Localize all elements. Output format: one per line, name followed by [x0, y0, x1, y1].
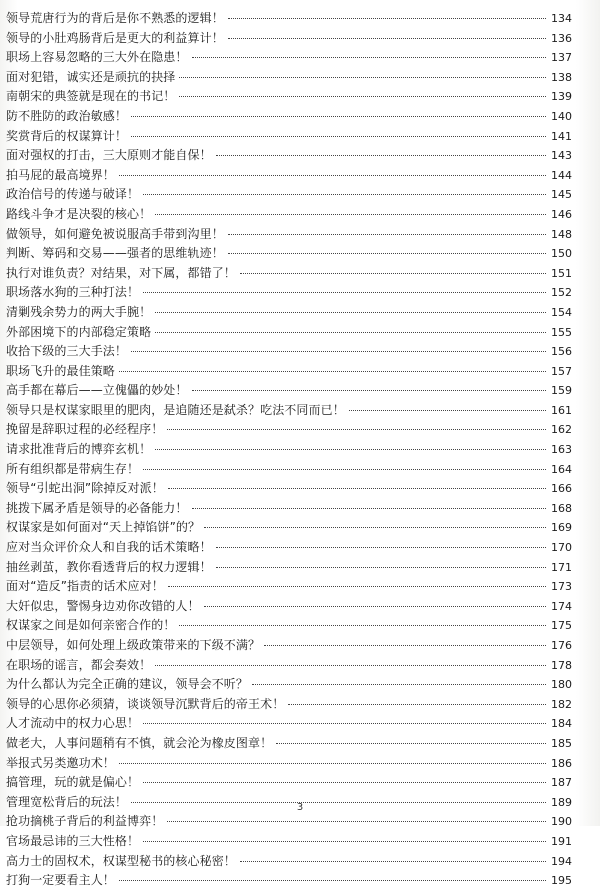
toc-entry-page: 175	[551, 619, 572, 633]
toc-dot-leader	[143, 723, 546, 724]
toc-dot-leader	[252, 684, 546, 685]
toc-entry	[6, 48, 572, 68]
toc-entry	[6, 773, 572, 793]
toc-entry-page: 194	[551, 854, 572, 868]
toc-entry-title: 权谋家是如何面对“天上掉馅饼”的？	[6, 520, 201, 535]
toc-dot-leader	[131, 116, 546, 117]
toc-entry-title: 职场落水狗的三种打法！	[6, 285, 140, 300]
toc-entry-title: 奖赏背后的权谋算计！	[6, 128, 128, 143]
toc-entry-title: 举报式另类邀功术！	[6, 755, 115, 770]
toc-entry-page: 140	[551, 109, 572, 123]
toc-entry-page: 155	[551, 325, 572, 339]
toc-dot-leader	[143, 292, 546, 293]
toc-entry-title: 请求批准背后的博弈玄机！	[6, 442, 152, 457]
toc-dot-leader	[240, 273, 546, 274]
toc-entry-title: 人才流动中的权力心思！	[6, 716, 140, 731]
toc-dot-leader	[216, 567, 546, 568]
toc-entry-title: 面对“造反”指责的话术应对！	[6, 579, 164, 594]
toc-entry-page: 170	[551, 541, 572, 555]
toc-entry-page: 187	[551, 776, 572, 790]
toc-entry	[6, 185, 572, 205]
toc-dot-leader	[179, 96, 546, 97]
toc-entry-title: 判断、筹码和交易——强者的思维轨迹！	[6, 246, 224, 261]
toc-entry-page: 143	[551, 149, 572, 163]
toc-entry-title: 管理宽松背后的玩法！	[6, 794, 128, 809]
toc-dot-leader	[204, 527, 546, 528]
toc-entry-title: 职场上容易忽略的三大外在隐患！	[6, 50, 188, 65]
toc-dot-leader	[216, 155, 546, 156]
page-number: 3	[296, 802, 304, 813]
toc-entry-title: 打狗一定要看主人！	[6, 873, 115, 888]
toc-entry	[6, 381, 572, 401]
toc-dot-leader	[168, 488, 546, 489]
toc-entry-title: 职场飞升的最佳策略	[6, 363, 115, 378]
toc-entry-page: 164	[551, 462, 572, 476]
toc-entry-title: 领导只是权谋家眼里的肥肉，是追随还是弑杀？吃法不同而已！	[6, 402, 345, 417]
toc-entry-page: 159	[551, 384, 572, 398]
toc-entry	[6, 420, 572, 440]
toc-entry-page: 161	[551, 403, 572, 417]
toc-entry	[6, 499, 572, 519]
toc-entry	[6, 166, 572, 186]
toc-dot-leader	[192, 508, 546, 509]
toc-entry	[6, 29, 572, 49]
toc-dot-leader	[155, 449, 546, 450]
toc-entry-page: 134	[551, 12, 572, 25]
toc-entry	[6, 714, 572, 734]
toc-entry-title: 面对犯错，诚实还是顽抗的抉择	[6, 69, 176, 84]
toc-entry-title: 清剿残余势力的两大手腕！	[6, 304, 152, 319]
toc-entry-title: 挑拨下属矛盾是领导的必备能力！	[6, 500, 188, 515]
table-of-contents	[6, 9, 572, 891]
toc-entry-page: 152	[551, 286, 572, 300]
toc-entry	[6, 538, 572, 558]
toc-entry	[6, 342, 572, 362]
toc-dot-leader	[167, 821, 546, 822]
toc-entry-page: 189	[551, 795, 572, 809]
toc-dot-leader	[228, 234, 546, 235]
toc-entry-title: 南朝宋的典签就是现在的书记！	[6, 89, 176, 104]
toc-entry	[6, 518, 572, 538]
toc-entry-title: 抢功摘桃子背后的利益博弈！	[6, 814, 164, 829]
toc-entry-title: 外部困境下的内部稳定策略	[6, 324, 152, 339]
toc-entry	[6, 205, 572, 225]
toc-entry-page: 150	[551, 247, 572, 261]
toc-entry	[6, 323, 572, 343]
toc-dot-leader	[192, 57, 546, 58]
toc-entry	[6, 283, 572, 303]
toc-entry-title: 权谋家之间是如何亲密合作的！	[6, 618, 176, 633]
toc-entry-page: 136	[551, 31, 572, 45]
toc-entry	[6, 9, 572, 29]
toc-dot-leader	[119, 175, 546, 176]
toc-entry-page: 178	[551, 658, 572, 672]
toc-entry-page: 185	[551, 736, 572, 750]
toc-entry-title: 抽丝剥茧，教你看透背后的权力逻辑！	[6, 559, 212, 574]
toc-entry-page: 138	[551, 70, 572, 84]
toc-dot-leader	[228, 38, 546, 39]
toc-entry-page: 171	[551, 560, 572, 574]
toc-dot-leader	[155, 665, 546, 666]
toc-entry-title: 领导荒唐行为的背后是你不熟悉的逻辑！	[6, 11, 224, 25]
toc-dot-leader	[143, 469, 546, 470]
toc-entry-title: 为什么都认为完全正确的建议，领导会不听？	[6, 677, 249, 692]
toc-entry-page: 191	[551, 834, 572, 848]
toc-entry-page: 195	[551, 874, 572, 888]
toc-entry-title: 所有组织都是带病生存！	[6, 461, 140, 476]
toc-entry-title: 在职场的谣言，都会奏效！	[6, 657, 152, 672]
toc-entry-page: 145	[551, 188, 572, 202]
toc-entry	[6, 107, 572, 127]
toc-dot-leader	[119, 371, 546, 372]
toc-entry	[6, 616, 572, 636]
toc-entry-title: 挽留是辞职过程的必经程序！	[6, 422, 164, 437]
toc-dot-leader	[131, 351, 546, 352]
toc-dot-leader	[192, 390, 546, 391]
toc-entry	[6, 636, 572, 656]
toc-entry-page: 154	[551, 305, 572, 319]
toc-entry-page: 169	[551, 521, 572, 535]
toc-entry	[6, 871, 572, 891]
toc-entry-title: 拍马屁的最高境界！	[6, 167, 115, 182]
toc-entry-title: 路线斗争才是决裂的核心！	[6, 206, 152, 221]
toc-dot-leader	[131, 136, 546, 137]
toc-entry-page: 173	[551, 580, 572, 594]
toc-entry	[6, 127, 572, 147]
toc-entry	[6, 754, 572, 774]
toc-entry-page: 176	[551, 639, 572, 652]
toc-entry-title: 防不胜防的政治敏感！	[6, 108, 128, 123]
toc-dot-leader	[119, 763, 546, 764]
toc-entry-title: 面对强权的打击，三大原则才能自保！	[6, 148, 212, 163]
toc-entry-page: 162	[551, 423, 572, 437]
toc-entry	[6, 479, 572, 499]
toc-dot-leader	[155, 214, 546, 215]
toc-dot-leader	[143, 194, 546, 195]
toc-entry-page: 182	[551, 697, 572, 711]
toc-dot-leader	[228, 253, 546, 254]
toc-entry	[6, 577, 572, 597]
toc-dot-leader	[179, 625, 546, 626]
toc-entry-title: 政治信号的传递与破译！	[6, 187, 140, 202]
toc-entry-page: 190	[551, 815, 572, 829]
toc-dot-leader	[276, 743, 546, 744]
toc-dot-leader	[155, 312, 546, 313]
toc-dot-leader	[228, 18, 546, 19]
toc-entry-page: 157	[551, 364, 572, 378]
toc-dot-leader	[179, 77, 546, 78]
toc-entry-title: 搞管理，玩的就是偏心！	[6, 775, 140, 790]
toc-entry-page: 184	[551, 717, 572, 731]
toc-entry-title: 中层领导，如何处理上级政策带来的下级不满？	[6, 638, 261, 652]
toc-entry-title: 收拾下级的三大手法！	[6, 344, 128, 359]
toc-entry-page: 156	[551, 345, 572, 359]
toc-entry	[6, 146, 572, 166]
toc-dot-leader	[143, 841, 546, 842]
toc-entry	[6, 264, 572, 284]
toc-dot-leader	[155, 332, 546, 333]
toc-entry	[6, 460, 572, 480]
toc-entry	[6, 812, 572, 832]
toc-entry-title: 高力士的固权术，权谋型秘书的核心秘密！	[6, 853, 236, 868]
toc-entry	[6, 675, 572, 695]
toc-entry-page: 137	[551, 51, 572, 65]
toc-entry	[6, 225, 572, 245]
toc-entry-page: 148	[551, 227, 572, 241]
toc-entry	[6, 734, 572, 754]
toc-dot-leader	[204, 606, 546, 607]
toc-entry-title: 做领导，如何避免被说服高手带到沟里！	[6, 226, 224, 241]
toc-entry-title: 官场最忌讳的三大性格！	[6, 833, 140, 848]
toc-entry-page: 168	[551, 501, 572, 515]
toc-entry	[6, 68, 572, 88]
toc-entry	[6, 852, 572, 872]
toc-entry	[6, 656, 572, 676]
toc-entry	[6, 87, 572, 107]
toc-entry-title: 执行对谁负责？对结果，对下属，都错了！	[6, 265, 236, 280]
toc-dot-leader	[143, 782, 546, 783]
toc-entry-page: 180	[551, 678, 572, 692]
toc-entry-page: 186	[551, 756, 572, 770]
toc-dot-leader	[119, 880, 546, 881]
toc-entry-page: 141	[551, 129, 572, 143]
toc-entry	[6, 597, 572, 617]
toc-dot-leader	[216, 547, 546, 548]
toc-entry-title: 应对当众评价众人和自我的话术策略！	[6, 540, 212, 555]
toc-entry	[6, 440, 572, 460]
toc-entry-page: 144	[551, 168, 572, 182]
toc-entry	[6, 244, 572, 264]
toc-entry-title: 领导的心思你必须猜，谈谈领导沉默背后的帝王术！	[6, 696, 285, 711]
toc-dot-leader	[264, 645, 546, 646]
toc-entry-page: 146	[551, 207, 572, 221]
toc-dot-leader	[349, 410, 546, 411]
toc-entry-title: 领导的小肚鸡肠背后是更大的利益算计！	[6, 30, 224, 45]
toc-entry	[6, 832, 572, 852]
toc-entry-title: 高手都在幕后——立傀儡的妙处！	[6, 383, 188, 398]
toc-entry-title: 大奸似忠，警惕身边劝你改错的人！	[6, 598, 200, 613]
toc-entry-page: 166	[551, 482, 572, 496]
toc-entry	[6, 558, 572, 578]
toc-entry-page: 151	[551, 266, 572, 280]
toc-dot-leader	[167, 429, 546, 430]
toc-entry	[6, 401, 572, 421]
toc-dot-leader	[240, 861, 546, 862]
toc-entry	[6, 695, 572, 715]
toc-entry	[6, 362, 572, 382]
toc-entry-title: 做老大，人事问题稍有不慎，就会沦为橡皮图章！	[6, 735, 273, 750]
toc-entry-page: 139	[551, 90, 572, 104]
toc-entry-page: 163	[551, 443, 572, 457]
toc-entry-title: 领导“引蛇出洞”除掉反对派！	[6, 481, 164, 496]
toc-dot-leader	[168, 586, 546, 587]
toc-dot-leader	[288, 704, 546, 705]
toc-entry-page: 174	[551, 599, 572, 613]
toc-entry	[6, 303, 572, 323]
